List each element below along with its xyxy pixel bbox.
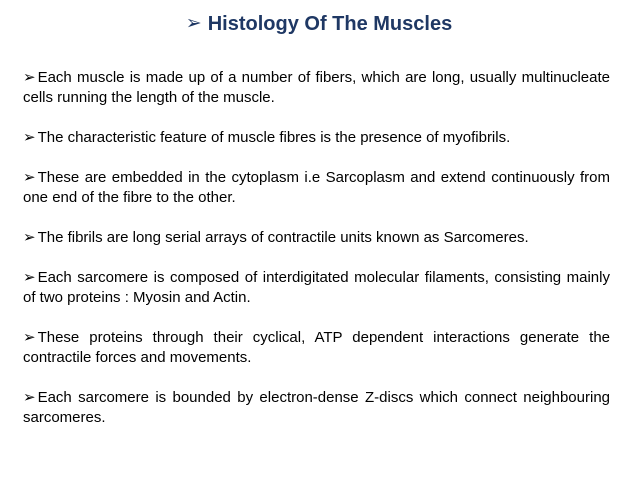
bullet-item (23, 268, 610, 308)
bullet-text: Each sarcomere is composed of interdigitated molecular filaments, consisting mainly of two proteins : Myosin and Actin. (23, 269, 610, 306)
bullet-text: These are embedded in the cytoplasm i.e Sarcoplasm and extend continuously from one end of the fibre to the other. (23, 169, 610, 206)
bullet-item (23, 388, 610, 428)
bullet-text: The fibrils are long serial arrays of contractile units known as Sarcomeres. (37, 229, 529, 246)
bullet-item (23, 128, 610, 148)
arrow-bullet-icon: ➢ (23, 229, 36, 246)
bullet-item (23, 328, 610, 368)
bullet-text: Each muscle is made up of a number of fibers, which are long, usually multinucleate cells running the length of the muscle. (23, 69, 610, 106)
arrow-bullet-icon: ➢ (23, 169, 36, 186)
arrow-bullet-icon: ➢ (23, 69, 36, 86)
arrow-bullet-icon: ➢ (23, 389, 36, 406)
bullet-list (23, 68, 610, 448)
bullet-item (23, 68, 610, 108)
bullet-text: These proteins through their cyclical, ATP dependent interactions generate the contractile forces and movements. (23, 329, 610, 366)
arrow-bullet-icon: ➢ (23, 129, 36, 146)
arrow-bullet-icon: ➢ (23, 269, 36, 286)
arrow-bullet-icon: ➢ (185, 13, 202, 34)
slide-title (0, 10, 638, 38)
bullet-text: The characteristic feature of muscle fibres is the presence of myofibrils. (37, 129, 511, 146)
bullet-item (23, 228, 610, 248)
bullet-text: Each sarcomere is bounded by electron-dense Z-discs which connect neighbouring sarcomeres. (23, 389, 610, 426)
title-text: Histology Of The Muscles (207, 13, 453, 35)
bullet-item (23, 168, 610, 208)
arrow-bullet-icon: ➢ (23, 329, 36, 346)
